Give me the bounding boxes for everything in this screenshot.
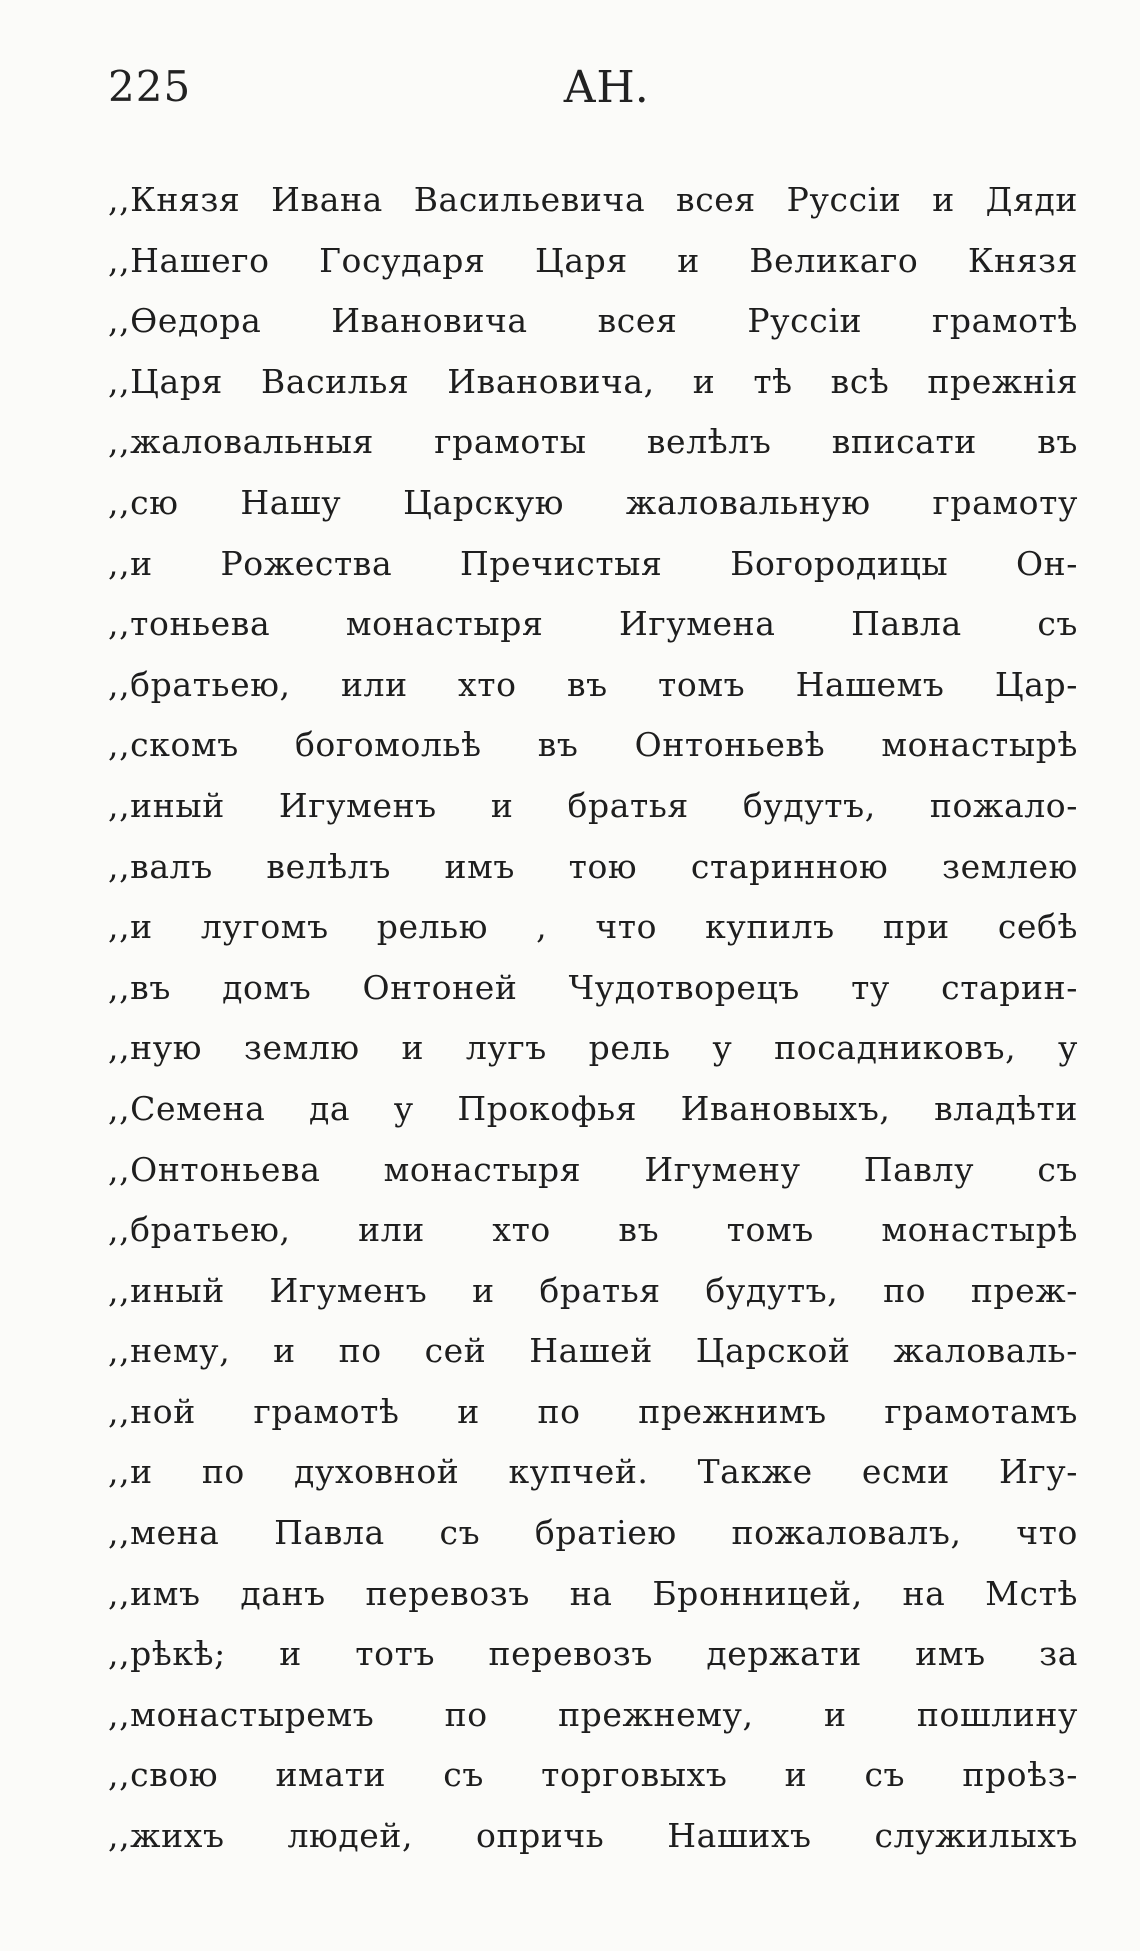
page-number: 225 <box>108 62 192 111</box>
text-line: ,,рѣкѣ; и тотъ перевозъ держати имъ за <box>108 1634 1078 1674</box>
text-line: ,,жихъ людей, опричь Нашихъ служилыхъ <box>108 1816 1078 1856</box>
text-line: ,,скомъ богомольѣ въ Онтоньевѣ монастырѣ <box>108 725 1078 765</box>
text-line: ,,мена Павла съ братіею пожаловалъ, что <box>108 1513 1078 1553</box>
text-line: ,,нему, и по сей Нашей Царской жаловаль- <box>108 1331 1078 1371</box>
text-line: ,,и Рожества Пречистыя Богородицы Он- <box>108 543 1078 583</box>
running-head-title: АН. <box>563 62 649 113</box>
text-line: ,,имъ данъ перевозъ на Бронницей, на Мстѣ <box>108 1573 1078 1613</box>
text-line: ,,въ домъ Онтоней Чудотворецъ ту старин- <box>108 967 1078 1007</box>
text-line: ,,Өедора Ивановича всея Руссіи грамотѣ <box>108 301 1078 341</box>
text-line: ,,валъ велѣлъ имъ тою старинною землею <box>108 846 1078 886</box>
text-line: ,,сю Нашу Царскую жаловальную грамоту <box>108 482 1078 522</box>
text-line: ,,иный Игуменъ и братья будутъ, по преж- <box>108 1270 1078 1310</box>
text-line: ,,свою имати съ торговыхъ и съ проѣз- <box>108 1755 1078 1795</box>
text-line: ,,братьею, или хто въ томъ Нашемъ Цар- <box>108 664 1078 704</box>
text-line: ,,братьею, или хто въ томъ монастырѣ <box>108 1210 1078 1250</box>
text-line: ,,и по духовной купчей. Также есми Игу- <box>108 1452 1078 1492</box>
text-line: ,,жаловальныя грамоты велѣлъ вписати въ <box>108 422 1078 462</box>
running-head <box>108 62 1068 122</box>
text-line: ,,Семена да у Прокофья Ивановыхъ, владѣти <box>108 1088 1078 1128</box>
text-line: ,,Нашего Государя Царя и Великаго Князя <box>108 240 1078 280</box>
text-line: ,,монастыремъ по прежнему, и пошлину <box>108 1694 1078 1734</box>
text-line: ,,иный Игуменъ и братья будутъ, пожало- <box>108 785 1078 825</box>
text-line: ,,ной грамотѣ и по прежнимъ грамотамъ <box>108 1391 1078 1431</box>
text-line: ,,Онтоньева монастыря Игумену Павлу съ <box>108 1149 1078 1189</box>
text-line: ,,и лугомъ релью , что купилъ при себѣ <box>108 907 1078 947</box>
body-text <box>108 170 1078 1867</box>
text-line: ,,Царя Василья Ивановича, и тѣ всѣ прежнія <box>108 361 1078 401</box>
text-line: ,,тоньева монастыря Игумена Павла съ <box>108 604 1078 644</box>
text-line: ,,ную землю и лугъ рель у посадниковъ, у <box>108 1028 1078 1068</box>
text-line: ,,Князя Ивана Васильевича всея Руссіи и Дяди <box>108 180 1078 219</box>
